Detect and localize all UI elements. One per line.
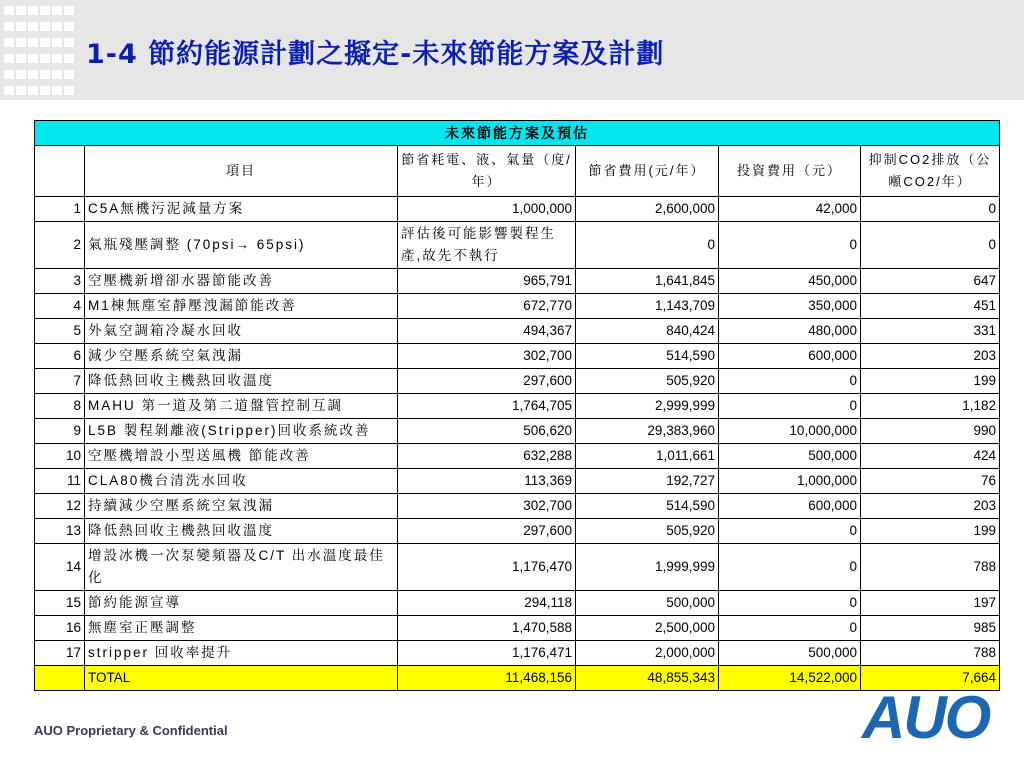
slide-title: 1-4 節約能源計劃之擬定-未來節能方案及計劃 xyxy=(86,39,665,70)
table-row xyxy=(35,444,1000,469)
row-co2: 0 xyxy=(861,222,1000,269)
row-investment: 450,000 xyxy=(719,269,861,294)
decorative-square xyxy=(28,38,38,47)
row-investment: 600,000 xyxy=(719,494,861,519)
row-investment: 0 xyxy=(719,591,861,616)
header-row xyxy=(35,146,1000,197)
row-co2: 197 xyxy=(861,591,1000,616)
decorative-square xyxy=(4,38,14,47)
row-investment: 42,000 xyxy=(719,197,861,222)
row-cost-saved: 1,143,709 xyxy=(576,294,719,319)
decorative-square xyxy=(28,54,38,63)
row-cost-saved: 1,011,661 xyxy=(576,444,719,469)
row-investment: 350,000 xyxy=(719,294,861,319)
row-investment: 0 xyxy=(719,519,861,544)
total-label: TOTAL xyxy=(85,666,398,691)
row-number: 1 xyxy=(35,197,85,222)
decorative-square xyxy=(40,70,50,79)
decorative-square xyxy=(28,6,38,15)
row-cost-saved: 505,920 xyxy=(576,519,719,544)
row-number: 17 xyxy=(35,641,85,666)
row-investment: 1,000,000 xyxy=(719,469,861,494)
decorative-square xyxy=(4,22,14,31)
row-cost-saved: 500,000 xyxy=(576,591,719,616)
decorative-square xyxy=(16,22,26,31)
row-investment: 600,000 xyxy=(719,344,861,369)
decorative-square xyxy=(4,86,14,95)
row-co2: 788 xyxy=(861,544,1000,591)
row-co2: 451 xyxy=(861,294,1000,319)
table-row xyxy=(35,319,1000,344)
total-saving: 11,468,156 xyxy=(398,666,576,691)
row-co2: 199 xyxy=(861,519,1000,544)
header-cost-saved: 節省費用(元/年） xyxy=(576,146,719,197)
row-number: 10 xyxy=(35,444,85,469)
decorative-square xyxy=(64,86,74,95)
table-row xyxy=(35,294,1000,319)
row-item-name: L5B 製程剝離液(Stripper)回收系統改善 xyxy=(85,419,398,444)
row-item-name: 增設冰機一次泵變頻器及C/T 出水溫度最佳化 xyxy=(85,544,398,591)
header-no xyxy=(35,146,85,197)
row-number: 5 xyxy=(35,319,85,344)
row-investment: 10,000,000 xyxy=(719,419,861,444)
row-saving: 672,770 xyxy=(398,294,576,319)
total-co2: 7,664 xyxy=(861,666,1000,691)
row-cost-saved: 2,999,999 xyxy=(576,394,719,419)
row-item-name: 減少空壓系統空氣洩漏 xyxy=(85,344,398,369)
table-row xyxy=(35,641,1000,666)
total-cost: 48,855,343 xyxy=(576,666,719,691)
decorative-square xyxy=(40,22,50,31)
row-saving: 評估後可能影響製程生產,故先不執行 xyxy=(398,222,576,269)
row-saving: 1,764,705 xyxy=(398,394,576,419)
table-row xyxy=(35,494,1000,519)
total-no xyxy=(35,666,85,691)
row-number: 8 xyxy=(35,394,85,419)
table-row xyxy=(35,419,1000,444)
decorative-square xyxy=(64,38,74,47)
row-co2: 331 xyxy=(861,319,1000,344)
energy-plan-table xyxy=(34,120,1000,691)
table-row xyxy=(35,222,1000,269)
row-investment: 0 xyxy=(719,394,861,419)
table-row xyxy=(35,394,1000,419)
row-co2: 424 xyxy=(861,444,1000,469)
decorative-square xyxy=(40,86,50,95)
row-saving: 1,000,000 xyxy=(398,197,576,222)
row-saving: 494,367 xyxy=(398,319,576,344)
row-investment: 500,000 xyxy=(719,641,861,666)
decorative-square xyxy=(52,22,62,31)
row-saving: 1,176,471 xyxy=(398,641,576,666)
row-co2: 647 xyxy=(861,269,1000,294)
decorative-square xyxy=(16,38,26,47)
row-number: 3 xyxy=(35,269,85,294)
total-invest: 14,522,000 xyxy=(719,666,861,691)
header-investment: 投資費用（元） xyxy=(719,146,861,197)
row-saving: 965,791 xyxy=(398,269,576,294)
row-co2: 203 xyxy=(861,494,1000,519)
footer-confidential: AUO Proprietary & Confidential xyxy=(34,723,228,738)
row-number: 15 xyxy=(35,591,85,616)
row-cost-saved: 2,600,000 xyxy=(576,197,719,222)
row-cost-saved: 840,424 xyxy=(576,319,719,344)
row-item-name: 節約能源宣導 xyxy=(85,591,398,616)
decorative-square xyxy=(52,70,62,79)
decorative-square xyxy=(16,86,26,95)
row-item-name: 氣瓶殘壓調整 (70psi→ 65psi) xyxy=(85,222,398,269)
decorative-square xyxy=(64,22,74,31)
table-row xyxy=(35,344,1000,369)
header-saving: 節省耗電、液、氣量（度/年） xyxy=(398,146,576,197)
row-item-name: CLA80機台清洗水回收 xyxy=(85,469,398,494)
row-investment: 0 xyxy=(719,369,861,394)
table-row xyxy=(35,544,1000,591)
decorative-square xyxy=(16,70,26,79)
row-item-name: M1棟無塵室靜壓洩漏節能改善 xyxy=(85,294,398,319)
decorative-square xyxy=(64,70,74,79)
row-investment: 500,000 xyxy=(719,444,861,469)
row-saving: 302,700 xyxy=(398,494,576,519)
row-investment: 0 xyxy=(719,616,861,641)
decorative-square xyxy=(16,6,26,15)
decorative-square xyxy=(40,6,50,15)
decorative-square xyxy=(52,54,62,63)
decorative-square xyxy=(4,54,14,63)
decorative-square xyxy=(4,6,14,15)
row-co2: 788 xyxy=(861,641,1000,666)
row-saving: 1,470,588 xyxy=(398,616,576,641)
row-cost-saved: 514,590 xyxy=(576,494,719,519)
row-cost-saved: 2,000,000 xyxy=(576,641,719,666)
row-cost-saved: 1,999,999 xyxy=(576,544,719,591)
row-investment: 0 xyxy=(719,222,861,269)
auo-logo: AUO xyxy=(862,684,990,751)
caption-row xyxy=(35,121,1000,146)
decorative-square xyxy=(40,54,50,63)
row-cost-saved: 2,500,000 xyxy=(576,616,719,641)
header-item: 項目 xyxy=(85,146,398,197)
row-item-name: 降低熱回收主機熱回收溫度 xyxy=(85,369,398,394)
row-co2: 990 xyxy=(861,419,1000,444)
row-number: 9 xyxy=(35,419,85,444)
row-number: 2 xyxy=(35,222,85,269)
decorative-square xyxy=(52,6,62,15)
row-saving: 297,600 xyxy=(398,519,576,544)
row-saving: 1,176,470 xyxy=(398,544,576,591)
row-cost-saved: 1,641,845 xyxy=(576,269,719,294)
row-saving: 302,700 xyxy=(398,344,576,369)
row-cost-saved: 505,920 xyxy=(576,369,719,394)
table-row xyxy=(35,369,1000,394)
row-number: 7 xyxy=(35,369,85,394)
row-item-name: 空壓機增設小型送風機 節能改善 xyxy=(85,444,398,469)
row-number: 6 xyxy=(35,344,85,369)
decorative-square xyxy=(40,38,50,47)
row-item-name: 降低熱回收主機熱回收溫度 xyxy=(85,519,398,544)
decorative-square xyxy=(64,54,74,63)
decorative-square xyxy=(16,54,26,63)
decorative-square xyxy=(28,86,38,95)
row-co2: 199 xyxy=(861,369,1000,394)
table-row xyxy=(35,591,1000,616)
row-item-name: 無塵室正壓調整 xyxy=(85,616,398,641)
table-row xyxy=(35,616,1000,641)
row-number: 16 xyxy=(35,616,85,641)
decorative-squares xyxy=(0,0,76,100)
total-row xyxy=(35,666,1000,691)
row-item-name: C5A無機污泥減量方案 xyxy=(85,197,398,222)
decorative-square xyxy=(28,70,38,79)
decorative-square xyxy=(64,6,74,15)
row-co2: 985 xyxy=(861,616,1000,641)
table-caption: 未來節能方案及預估 xyxy=(35,121,1000,146)
row-co2: 0 xyxy=(861,197,1000,222)
row-item-name: 持續減少空壓系統空氣洩漏 xyxy=(85,494,398,519)
row-investment: 0 xyxy=(719,544,861,591)
row-saving: 113,369 xyxy=(398,469,576,494)
table-row xyxy=(35,269,1000,294)
table-row xyxy=(35,519,1000,544)
table-body xyxy=(35,197,1000,666)
row-number: 12 xyxy=(35,494,85,519)
row-cost-saved: 0 xyxy=(576,222,719,269)
table-row xyxy=(35,197,1000,222)
row-item-name: 空壓機新增卻水器節能改善 xyxy=(85,269,398,294)
row-item-name: 外氣空調箱冷凝水回收 xyxy=(85,319,398,344)
row-investment: 480,000 xyxy=(719,319,861,344)
row-number: 14 xyxy=(35,544,85,591)
row-cost-saved: 29,383,960 xyxy=(576,419,719,444)
row-number: 4 xyxy=(35,294,85,319)
decorative-square xyxy=(52,86,62,95)
row-saving: 632,288 xyxy=(398,444,576,469)
row-co2: 203 xyxy=(861,344,1000,369)
row-co2: 76 xyxy=(861,469,1000,494)
header-co2: 抑制CO2排放（公噸CO2/年） xyxy=(861,146,1000,197)
row-cost-saved: 192,727 xyxy=(576,469,719,494)
row-item-name: stripper 回收率提升 xyxy=(85,641,398,666)
row-saving: 297,600 xyxy=(398,369,576,394)
row-saving: 294,118 xyxy=(398,591,576,616)
row-number: 13 xyxy=(35,519,85,544)
row-co2: 1,182 xyxy=(861,394,1000,419)
row-item-name: MAHU 第一道及第二道盤管控制互調 xyxy=(85,394,398,419)
decorative-square xyxy=(52,38,62,47)
row-cost-saved: 514,590 xyxy=(576,344,719,369)
row-saving: 506,620 xyxy=(398,419,576,444)
table-row xyxy=(35,469,1000,494)
decorative-square xyxy=(28,22,38,31)
row-number: 11 xyxy=(35,469,85,494)
decorative-square xyxy=(4,70,14,79)
